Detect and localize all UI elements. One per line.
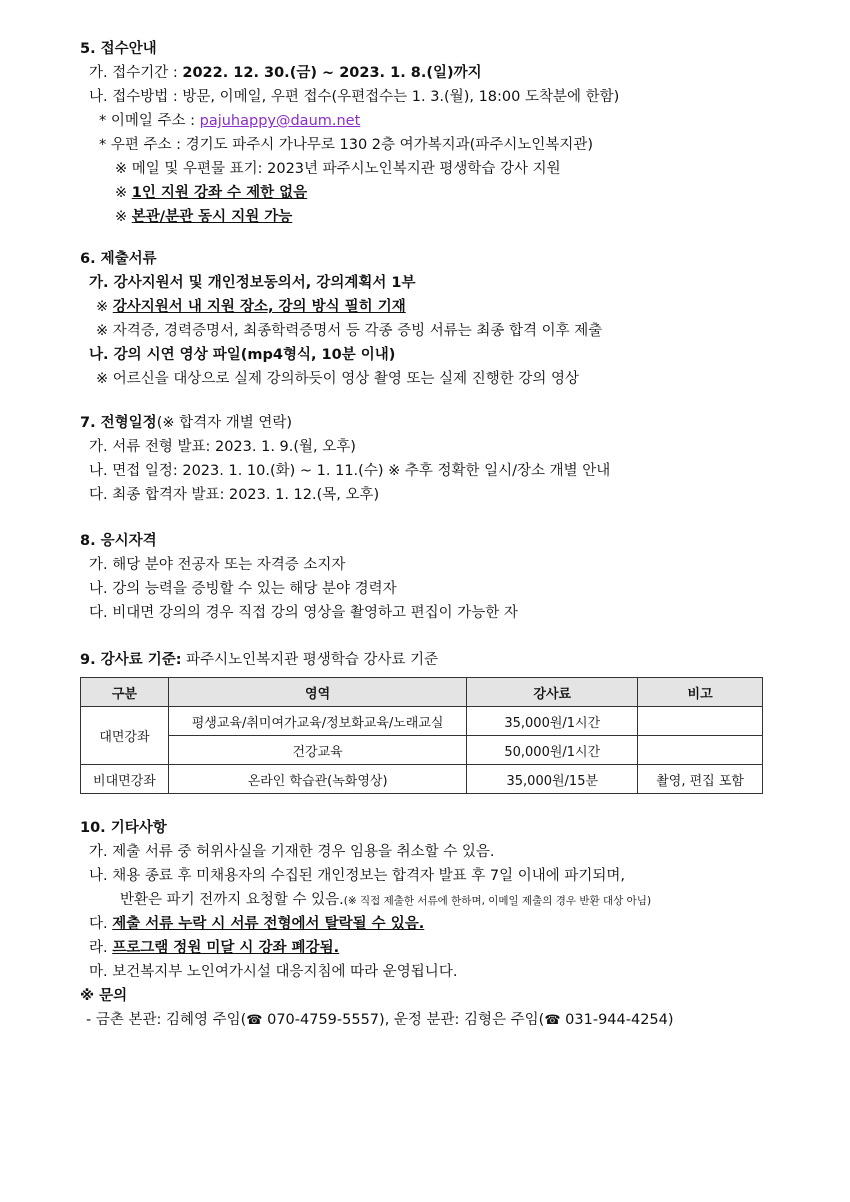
s8-item-c: 다. 비대면 강의의 경우 직접 강의 영상을 촬영하고 편집이 가능한 자 <box>89 605 518 621</box>
s10-item-c-text: 제출 서류 누락 시 서류 전형에서 탈락될 수 있음. <box>112 916 425 932</box>
cell-fee: 50,000원/1시간 <box>467 736 638 765</box>
col-header-fee: 강사료 <box>467 678 638 707</box>
contact-main-branch: - 금촌 본관: 김혜영 주임( <box>86 1012 247 1028</box>
table-row <box>81 765 763 794</box>
section-10-title: 10. 기타사항 <box>80 820 167 836</box>
item-prefix: 다. <box>89 916 113 932</box>
section-7-title <box>80 413 292 433</box>
s5-note-both-branches <box>115 207 292 227</box>
note-mark: ※ <box>115 209 132 225</box>
email-link[interactable]: pajuhappy@daum.net <box>199 113 361 129</box>
s6-item-b-note: ※ 어르신을 대상으로 실제 강의하듯이 영상 촬영 또는 실제 진행한 강의 영상 <box>96 371 580 387</box>
col-header-category: 구분 <box>81 678 169 707</box>
contact-phone-b: 031-944-4254) <box>560 1012 674 1028</box>
s5-period-value: 2022. 12. 30.(금) ~ 2023. 1. 8.(일)까지 <box>182 65 482 81</box>
s9-title-rest: 파주시노인복지관 평생학습 강사료 기준 <box>181 652 439 668</box>
s7-item-b: 나. 면접 일정: 2023. 1. 10.(화) ~ 1. 11.(수) ※ 추후 정확한 일시/장소 개별 안내 <box>89 463 611 479</box>
s10-item-b-cont-text: 반환은 파기 전까지 요청할 수 있음. <box>120 892 344 908</box>
phone-icon: ☎ <box>246 1013 263 1028</box>
s5-email-row <box>99 111 360 131</box>
s5-post-address: * 우편 주소 : 경기도 파주시 가나무로 130 2층 여가복지과(파주시노인복지관) <box>99 137 594 153</box>
s5-note-no-limit <box>115 183 307 203</box>
note-mark: ※ <box>96 299 113 315</box>
cell-area: 건강교육 <box>168 736 467 765</box>
phone-icon: ☎ <box>544 1013 561 1028</box>
section-5-title: 5. 접수안내 <box>80 41 157 57</box>
contact-phone-a: 070-4759-5557), 운정 분관: 김형은 주임( <box>262 1012 545 1028</box>
note-mark: ※ <box>115 185 132 201</box>
cell-fee: 35,000원/1시간 <box>467 707 638 736</box>
cell-category: 대면강좌 <box>81 707 169 765</box>
s10-item-b: 나. 채용 종료 후 미채용자의 수집된 개인정보는 합격자 발표 후 7일 이내에 파기되며, <box>89 868 625 884</box>
s10-item-d <box>89 938 339 958</box>
col-header-note: 비고 <box>638 678 763 707</box>
cell-note <box>638 736 763 765</box>
s7-title-note: (※ 합격자 개별 연락) <box>156 415 293 431</box>
col-header-area: 영역 <box>168 678 467 707</box>
section-6-title: 6. 제출서류 <box>80 251 157 267</box>
cell-category: 비대면강좌 <box>81 765 169 794</box>
s6-item-a-note-text: 강사지원서 내 지원 장소, 강의 방식 필히 기재 <box>112 299 406 315</box>
s5-period-label: 가. 접수기간 : <box>89 65 183 81</box>
cell-note <box>638 707 763 736</box>
s5-email-label: * 이메일 주소 : <box>99 113 200 129</box>
table-row <box>81 736 763 765</box>
contact-title: ※ 문의 <box>80 988 128 1004</box>
s6-item-b: 나. 강의 시연 영상 파일(mp4형식, 10분 이내) <box>89 347 396 363</box>
s10-item-d-text: 프로그램 정원 미달 시 강좌 폐강됨. <box>112 940 340 956</box>
cell-note: 촬영, 편집 포함 <box>638 765 763 794</box>
s8-item-b: 나. 강의 능력을 증빙할 수 있는 해당 분야 경력자 <box>89 581 397 597</box>
s7-item-c: 다. 최종 합격자 발표: 2023. 1. 12.(목, 오후) <box>89 487 380 503</box>
s5-method: 나. 접수방법 : 방문, 이메일, 우편 접수(우편접수는 1. 3.(월), 18:00 도착분에 한함) <box>89 89 620 105</box>
section-9-title <box>80 650 438 670</box>
s5-note-no-limit-text: 1인 지원 강좌 수 제한 없음 <box>131 185 308 201</box>
s9-title-text: 9. 강사료 기준: <box>80 652 182 668</box>
fee-table-header-row <box>81 678 763 707</box>
cell-area: 온라인 학습관(녹화영상) <box>168 765 467 794</box>
s7-item-a: 가. 서류 전형 발표: 2023. 1. 9.(월, 오후) <box>89 439 356 455</box>
s8-item-a: 가. 해당 분야 전공자 또는 자격증 소지자 <box>89 557 346 573</box>
s10-item-e: 마. 보건복지부 노인여가시설 대응지침에 따라 운영됩니다. <box>89 964 458 980</box>
s10-item-a: 가. 제출 서류 중 허위사실을 기재한 경우 임용을 취소할 수 있음. <box>89 844 495 860</box>
s6-item-a-note <box>96 297 406 317</box>
cell-fee: 35,000원/15분 <box>467 765 638 794</box>
cell-area: 평생교육/취미여가교육/정보화교육/노래교실 <box>168 707 467 736</box>
contact-line <box>86 1010 674 1031</box>
s7-title-text: 7. 전형일정 <box>80 415 157 431</box>
s5-note-mail-label: ※ 메일 및 우편물 표기: 2023년 파주시노인복지관 평생학습 강사 지원 <box>115 161 561 177</box>
s10-item-c <box>89 914 424 934</box>
section-8-title: 8. 응시자격 <box>80 533 157 549</box>
fee-table <box>80 677 763 794</box>
s10-item-b-cont <box>120 890 651 911</box>
s10-item-b-small-note: (※ 직접 제출한 서류에 한하며, 이메일 제출의 경우 반환 대상 아님) <box>343 895 652 907</box>
table-row <box>81 707 763 736</box>
item-prefix: 라. <box>89 940 113 956</box>
s5-period <box>89 63 482 83</box>
s6-item-a-note2: ※ 자격증, 경력증명서, 최종학력증명서 등 각종 증빙 서류는 최종 합격 이후 제출 <box>96 323 603 339</box>
s5-note-both-text: 본관/분관 동시 지원 가능 <box>131 209 293 225</box>
s6-item-a: 가. 강사지원서 및 개인정보동의서, 강의계획서 1부 <box>89 275 416 291</box>
